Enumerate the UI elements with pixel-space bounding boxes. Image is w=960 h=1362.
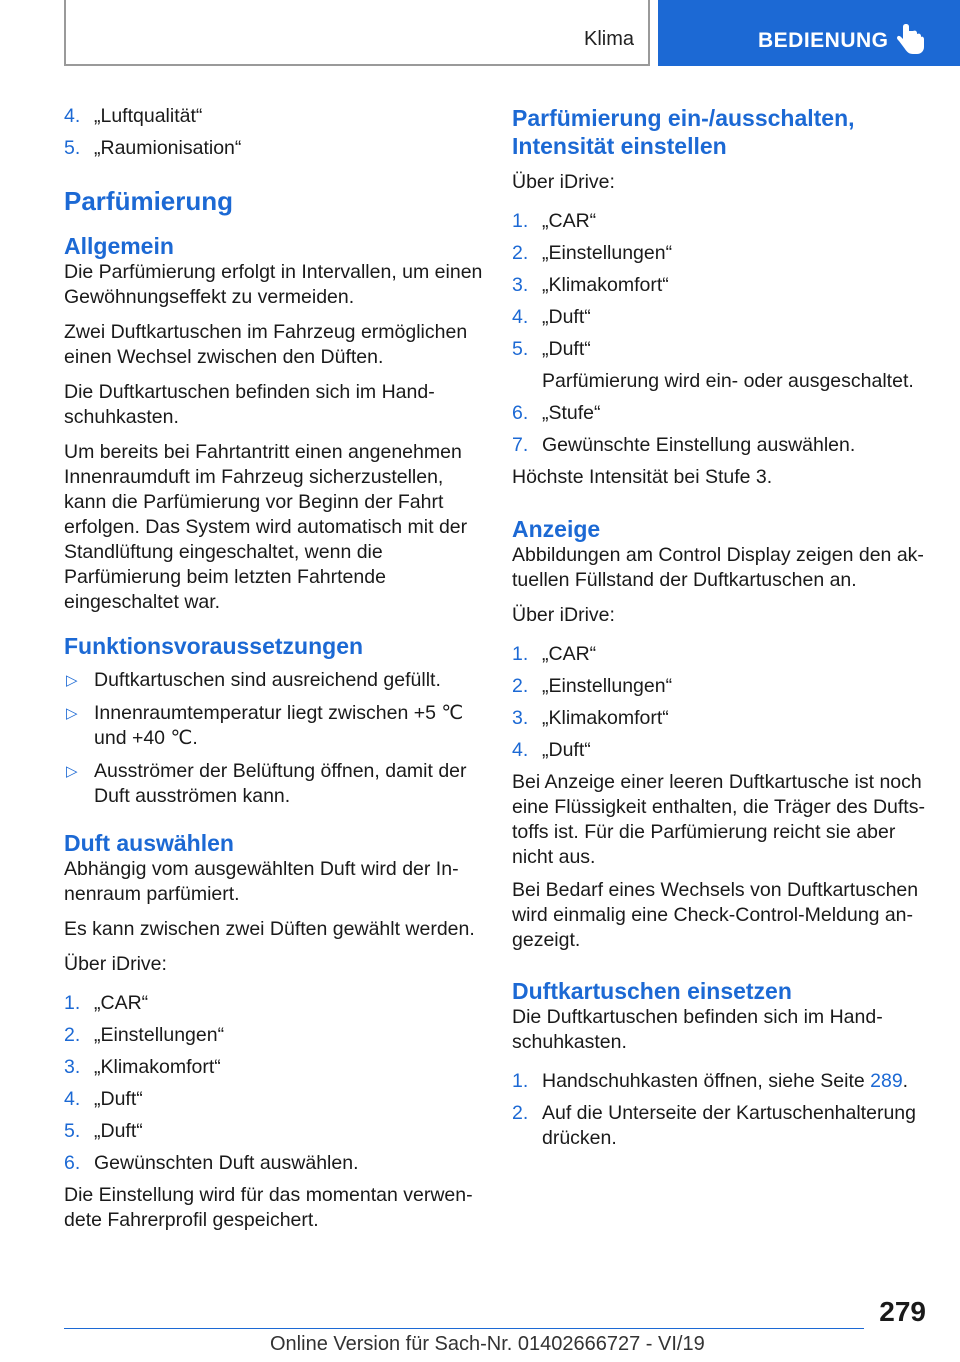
chapter-tab[interactable] <box>658 0 960 66</box>
list-item: ▷ Ausströmer der Belüftung öffnen, damit der Duft ausströmen kann. <box>66 760 467 807</box>
heading-parfuemierung-ein-aus: Parfümierung ein-/ausschalten, Intensität einstellen <box>512 105 855 159</box>
list-item: 6. „Stufe“ <box>512 402 601 424</box>
heading-duftkartuschen-einsetzen: Duftkartuschen einsetzen <box>512 978 792 1004</box>
paragraph: Bei Anzeige einer leeren Duftkartusche ist noch eine Flüssigkeit enthalten, die Träger des Duftstoffs ist. Für die Parfümierung reicht sie aber nicht aus. <box>512 771 925 868</box>
heading-funktionsvoraussetzungen: Funktionsvoraussetzungen <box>64 633 364 659</box>
list-item: 5. „Duft“ <box>512 338 591 360</box>
pointing-hand-icon <box>896 22 926 56</box>
list-item: 2. „Einstellungen“ <box>64 1024 225 1046</box>
list-item: 7. Gewünschte Einstellung auswählen. <box>512 434 856 456</box>
list-item: 1. Handschuhkasten öffnen, siehe Seite 289. <box>512 1070 909 1092</box>
triangle-bullet-icon: ▷ <box>66 763 78 780</box>
intro-steps <box>64 104 484 161</box>
header-bar <box>64 0 650 66</box>
heading-anzeige: Anzeige <box>512 516 601 542</box>
triangle-bullet-icon: ▷ <box>66 672 78 689</box>
paragraph: Abhängig vom ausgewählten Duft wird der Innenraum parfümiert. <box>64 858 459 905</box>
list-item: 4. „Duft“ <box>512 739 591 761</box>
paragraph: Die Duftkartuschen befinden sich im Handschuhkasten. <box>64 381 435 428</box>
page-number: 279 <box>879 1296 926 1327</box>
list-item: 1. „CAR“ <box>64 992 149 1014</box>
heading-duft-auswaehlen: Duft auswählen <box>64 830 234 856</box>
einsetzen-steps <box>512 1069 927 1151</box>
list-item: 1. „CAR“ <box>512 643 597 665</box>
list-item: 4. „Luftqualität“ <box>64 105 203 127</box>
paragraph: Abbildungen am Control Display zeigen den aktuellen Füllstand der Duftkartuschen an. <box>512 544 924 591</box>
list-item: 2. „Einstellungen“ <box>512 242 673 264</box>
left-column <box>64 104 484 1233</box>
list-item: 5. „Raumionisation“ <box>64 137 242 159</box>
paragraph: Über iDrive: <box>512 171 615 193</box>
list-item: 2. „Einstellungen“ <box>512 675 673 697</box>
paragraph: Die Einstellung wird für das momentan verwendete Fahrerprofil gespeichert. <box>64 1184 473 1231</box>
list-item: 2. Auf die Unterseite der Kartuschenhalterung drücken. <box>512 1102 916 1149</box>
heading-parfuemierung: Parfümierung <box>64 186 234 216</box>
page-reference-link[interactable]: 289 <box>870 1070 903 1092</box>
list-item: 3. „Klimakomfort“ <box>512 274 669 296</box>
list-item: 3. „Klimakomfort“ <box>512 707 669 729</box>
section-title: Klima <box>583 28 634 50</box>
paragraph: Die Parfümierung erfolgt in Intervallen, um einen Gewöhnungseffekt zu vermeiden. <box>64 261 483 308</box>
list-item: 5. „Duft“ <box>64 1120 143 1142</box>
ein-steps <box>512 209 927 458</box>
heading-allgemein: Allgemein <box>64 233 174 259</box>
list-item: ▷ Duftkartuschen sind ausreichend gefüllt. <box>66 669 441 691</box>
list-item-result: Parfümierung wird ein- oder ausgeschaltet. <box>542 370 914 392</box>
right-column <box>512 104 927 1151</box>
paragraph: Um bereits bei Fahrtantritt einen angenehmen Innenraumduft im Fahrzeug sicherzustellen, kann die Parfümierung vor Beginn der Fahrt erfolgen. Das System wird automatisch mit der Standlüftung eingeschaltet, wenn die Parfümierung beim letzten Fahrtende eingeschaltet war. <box>64 441 468 613</box>
duft-steps <box>64 991 484 1176</box>
list-item: 1. „CAR“ <box>512 210 597 232</box>
paragraph: Zwei Duftkartuschen im Fahrzeug ermöglichen einen Wechsel zwischen den Düften. <box>64 321 468 368</box>
triangle-bullet-icon: ▷ <box>66 705 78 722</box>
list-item: 6. Gewünschten Duft auswählen. <box>64 1152 359 1174</box>
paragraph: Bei Bedarf eines Wechsels von Duftkartuschen wird einmalig eine Check-Control-Meldung angezeigt. <box>512 879 919 951</box>
chapter-tab-label: BEDIENUNG <box>758 29 889 52</box>
list-item: 4. „Duft“ <box>64 1088 143 1110</box>
paragraph: Über iDrive: <box>512 604 615 626</box>
paragraph: Es kann zwischen zwei Düften gewählt werden. <box>64 918 475 940</box>
paragraph: Höchste Intensität bei Stufe 3. <box>512 466 773 488</box>
list-item: ▷ Innenraumtemperatur liegt zwischen +5 ℃ und +40 ℃. <box>66 702 464 749</box>
paragraph: Über iDrive: <box>64 953 167 975</box>
anzeige-steps <box>512 642 927 763</box>
conditions-list <box>64 668 484 809</box>
list-item: 3. „Klimakomfort“ <box>64 1056 221 1078</box>
list-item: 4. „Duft“ <box>512 306 591 328</box>
footer-online-version: Online Version für Sach-Nr. 01402666727 - VI/19 <box>270 1333 705 1355</box>
footer-divider <box>64 1328 864 1329</box>
paragraph: Die Duftkartuschen befinden sich im Handschuhkasten. <box>512 1006 883 1053</box>
